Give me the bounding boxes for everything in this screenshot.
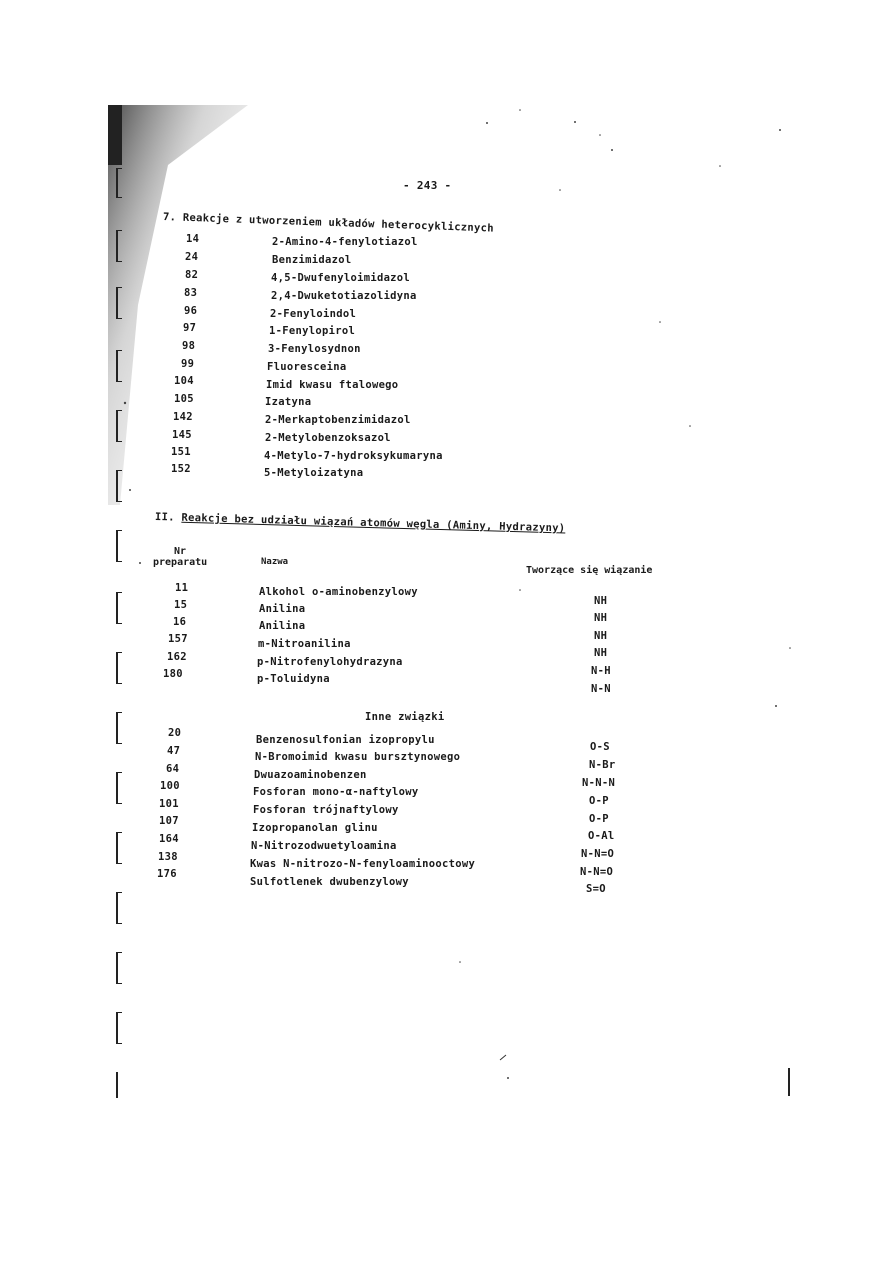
table-cell-name: Alkohol o-aminobenzylowy: [259, 586, 418, 598]
table-cell-name: Anilina: [259, 603, 306, 615]
list-item-name: 5-Metyloizatyna: [264, 467, 364, 479]
table-cell-nr: 101: [159, 798, 179, 810]
table-cell-bond: O-P: [589, 795, 609, 807]
table-cell-name: N-Bromoimid kwasu bursztynowego: [255, 751, 461, 763]
table-cell-name: Izopropanolan glinu: [252, 822, 378, 834]
table-cell-bond: N-N=O: [581, 848, 615, 860]
table-cell-name: Benzenosulfonian izopropylu: [256, 734, 435, 746]
table-cell-nr: 64: [166, 763, 180, 775]
list-item-nr: 99: [181, 358, 195, 370]
list-item-name: 2,4-Dwuketotiazolidyna: [271, 290, 417, 302]
table-cell-bond: O-P: [589, 813, 609, 825]
table-cell-nr: 157: [168, 633, 188, 645]
section-2-prefix: II.: [154, 511, 182, 524]
column-header-name: Nazwa: [261, 557, 289, 567]
table-cell-nr: 15: [174, 599, 188, 611]
table-cell-nr: 162: [167, 651, 187, 663]
table-cell-name: p-Toluidyna: [257, 673, 330, 685]
list-item-nr: 96: [184, 305, 198, 317]
list-item-name: Benzimidazol: [272, 254, 352, 266]
list-item-nr: 97: [183, 322, 197, 334]
table-cell-bond: N-N=O: [580, 866, 614, 878]
table-cell-bond: NH: [594, 647, 608, 659]
list-item-name: 3-Fenylosydnon: [268, 343, 361, 355]
table-cell-name: Dwuazoaminobenzen: [254, 769, 367, 781]
page-number: - 243 -: [403, 179, 452, 192]
column-header-bond: Tworzące się wiązanie: [526, 565, 653, 576]
table-cell-nr: 176: [157, 868, 177, 880]
list-item-nr: 151: [171, 446, 191, 458]
table-cell-name: Sulfotlenek dwubenzylowy: [250, 876, 409, 888]
list-item-nr: 83: [184, 287, 198, 299]
column-header-preparatu: preparatu: [153, 557, 208, 568]
list-item-name: Imid kwasu ftalowego: [266, 379, 399, 391]
table-cell-name: Anilina: [259, 620, 306, 632]
list-item-nr: 24: [185, 251, 199, 263]
list-item-nr: 145: [172, 429, 192, 441]
table-cell-nr: 47: [167, 745, 181, 757]
list-item-name: 2-Merkaptobenzimidazol: [265, 414, 411, 426]
column-header-nr: Nr: [174, 546, 187, 557]
list-item-name: 2-Fenyloindol: [270, 308, 357, 320]
table-cell-nr: 164: [159, 833, 179, 845]
table-cell-bond: S=O: [586, 883, 606, 895]
table-cell-nr: 100: [160, 780, 180, 792]
list-item-nr: 142: [173, 411, 193, 423]
table-cell-bond: N-Br: [589, 759, 616, 771]
section-2-heading: Reakcje bez udziału wiązań atomów węgla (Aminy, Hydrazyny): [181, 511, 566, 535]
table-cell-bond: N-N: [591, 683, 611, 695]
list-item-name: 4-Metylo-7-hydroksykumaryna: [264, 450, 443, 462]
section-7-title: 7. Reakcje z utworzeniem układów heterocyklicznych: [162, 211, 495, 235]
table-cell-name: Fosforan mono-α-naftylowy: [253, 786, 419, 798]
table-cell-bond: NH: [594, 612, 608, 624]
list-item-nr: 82: [185, 269, 199, 281]
table-cell-nr: 180: [163, 668, 183, 680]
list-item-nr: 105: [174, 393, 194, 405]
list-item-name: 2-Metylobenzoksazol: [265, 432, 391, 444]
list-item-name: 4,5-Dwufenyloimidazol: [271, 272, 411, 284]
list-item-name: 2-Amino-4-fenylotiazol: [272, 236, 418, 248]
table-cell-bond: O-Al: [588, 830, 615, 842]
list-item-nr: 152: [171, 463, 191, 475]
table-cell-name: N-Nitrozodwuetyloamina: [251, 840, 397, 852]
table-cell-bond: NH: [594, 595, 608, 607]
table-cell-nr: 16: [173, 616, 187, 628]
table-cell-nr: 11: [175, 582, 189, 594]
list-item-name: Izatyna: [265, 396, 312, 408]
list-item-nr: 98: [182, 340, 196, 352]
table-cell-name: Fosforan trójnaftylowy: [253, 804, 399, 816]
table-cell-bond: N-N-N: [582, 777, 616, 789]
table-cell-bond: N-H: [591, 665, 611, 677]
table-cell-bond: O-S: [590, 741, 610, 753]
list-item-name: Fluoresceina: [267, 361, 347, 373]
list-item-nr: 104: [174, 375, 194, 387]
table-cell-name: m-Nitroanilina: [258, 638, 351, 650]
table-cell-nr: 138: [158, 851, 178, 863]
table-cell-name: Kwas N-nitrozo-N-fenyloaminooctowy: [250, 858, 476, 870]
subsection-title: Inne związki: [365, 711, 445, 723]
table-cell-nr: 107: [159, 815, 179, 827]
table-cell-nr: 20: [168, 727, 182, 739]
list-item-name: 1-Fenylopirol: [269, 325, 356, 337]
list-item-nr: 14: [186, 233, 200, 245]
table-cell-bond: NH: [594, 630, 608, 642]
table-cell-name: p-Nitrofenylohydrazyna: [257, 656, 403, 668]
